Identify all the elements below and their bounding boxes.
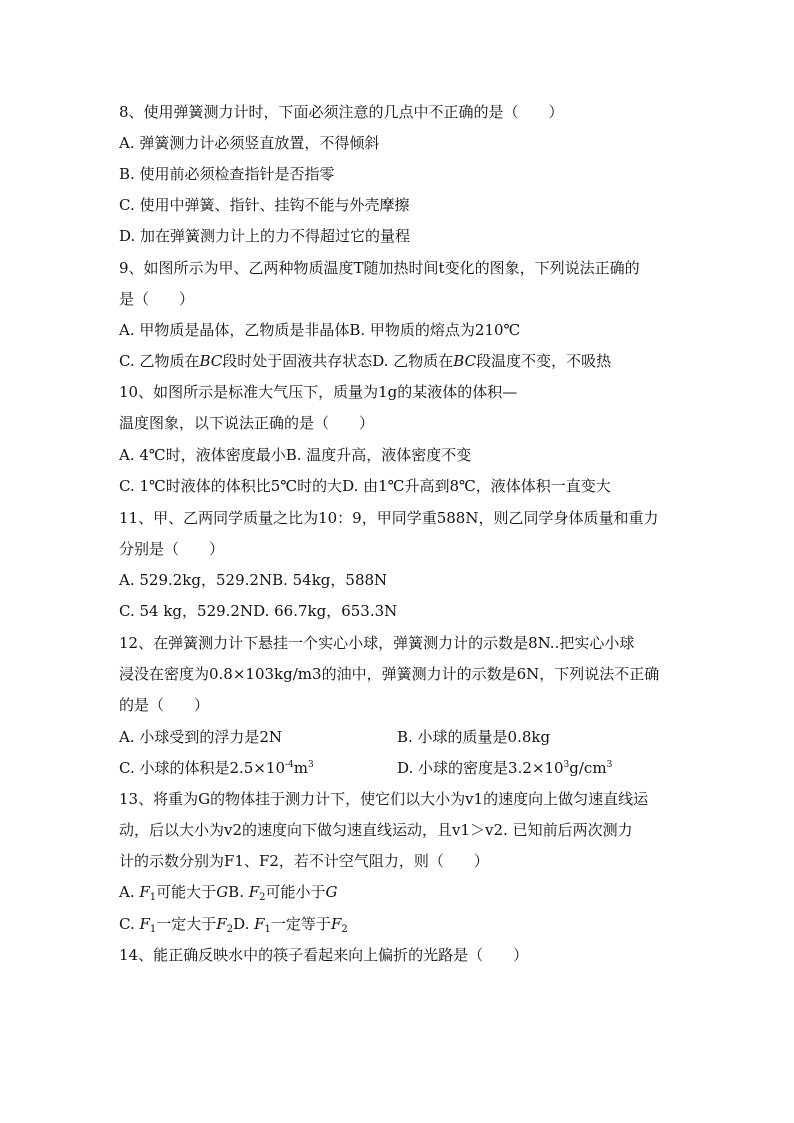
q10-stem-line1: 10、如图所示是标准大气压下，质量为1g的某液体的体积— xyxy=(119,383,518,401)
q13-options-cd: C. $F_1$一定大于$F_2D$. $F_1$一定等于$F_2$ xyxy=(119,915,348,935)
q13-stem-line2: 动，后以大小为v2的速度向下做匀速直线运动，且v1＞v2. 已知前后两次测力 xyxy=(119,821,633,839)
q10-stem-line2: 温度图象，以下说法正确的是（ ） xyxy=(119,414,375,432)
q10-options-cd: C. 1℃时液体的体积比5℃时的大D. 由1℃升高到8℃，液体体积一直变大 xyxy=(119,477,611,495)
q13-options-ab: A. $F_1$可能大于GB. $F_2$可能小于G xyxy=(119,883,338,903)
q9-options-ab: A. 甲物质是晶体，乙物质是非晶体B. 甲物质的熔点为210℃ xyxy=(119,321,521,339)
q11-options-ab: A. 529.2kg，529.2NB. 54kg，588N xyxy=(119,571,388,589)
q8-stem: 8、使用弹簧测力计时，下面必须注意的几点中不正确的是（ ） xyxy=(119,103,564,121)
q8-option-d: D. 加在弹簧测力计上的力不得超过它的量程 xyxy=(119,227,411,245)
q11-options-cd: C. 54 kg，529.2ND. 66.7kg，653.3N xyxy=(119,602,398,620)
q8-option-b: B. 使用前必须检查指针是否指零 xyxy=(119,165,335,183)
q12-stem-line1: 12、在弹簧测力计下悬挂一个实心小球，弹簧测力计的示数是8N..把实心小球 xyxy=(119,634,635,652)
q9-c-text: C. 乙物质在 xyxy=(119,352,200,370)
q11-stem-line1: 11、甲、乙两同学质量之比为10：9，甲同学重588N，则乙同学身体质量和重力 xyxy=(119,509,659,527)
q8-option-c: C. 使用中弹簧、指针、挂钩不能与外壳摩擦 xyxy=(119,196,410,214)
q12-option-a: A. 小球受到的浮力是2N xyxy=(119,728,283,746)
q13-stem-line3: 计的示数分别为F1、F2，若不计空气阻力，则（ ） xyxy=(119,852,489,870)
q10-options-ab: A. 4℃时，液体密度最小B. 温度升高，液体密度不变 xyxy=(119,446,472,464)
q12-stem-line3: 的是（ ） xyxy=(119,696,210,714)
q9-options-cd xyxy=(119,351,611,371)
q12-option-d: D. 小球的密度是$3.2\times 10^3g/cm^3$ xyxy=(397,759,613,777)
q13-stem-line1: 13、将重为G的物体挂于测力计下，使它们以大小为v1的速度向上做匀速直线运 xyxy=(119,790,649,808)
q12-option-c: C. 小球的体积是$2.5\times 10^{-4}m^3$ xyxy=(119,759,314,777)
q9-d-var: BC xyxy=(453,352,477,370)
q12-stem-line2: 浸没在密度为0.8×103kg/m3的油中，弹簧测力计的示数是6N，下列说法不正确 xyxy=(119,665,660,683)
q9-stem-line1: 9、如图所示为甲、乙两种物质温度T随加热时间t变化的图象，下列说法正确的 xyxy=(119,259,640,277)
q12-option-b: B. 小球的质量是0.8kg xyxy=(397,728,551,746)
q9-c-var: BC xyxy=(199,352,223,370)
q9-cd-text: 段时处于固液共存状态D. 乙物质在 xyxy=(222,352,454,370)
q11-stem-line2: 分别是（ ） xyxy=(119,540,225,558)
q9-stem-line2: 是（ ） xyxy=(119,290,195,308)
q9-d-text: 段温度不变，不吸热 xyxy=(476,352,612,370)
q8-option-a: A. 弹簧测力计必须竖直放置，不得倾斜 xyxy=(119,134,380,152)
q14-stem: 14、能正确反映水中的筷子看起来向上偏折的光路是（ ） xyxy=(119,946,529,964)
